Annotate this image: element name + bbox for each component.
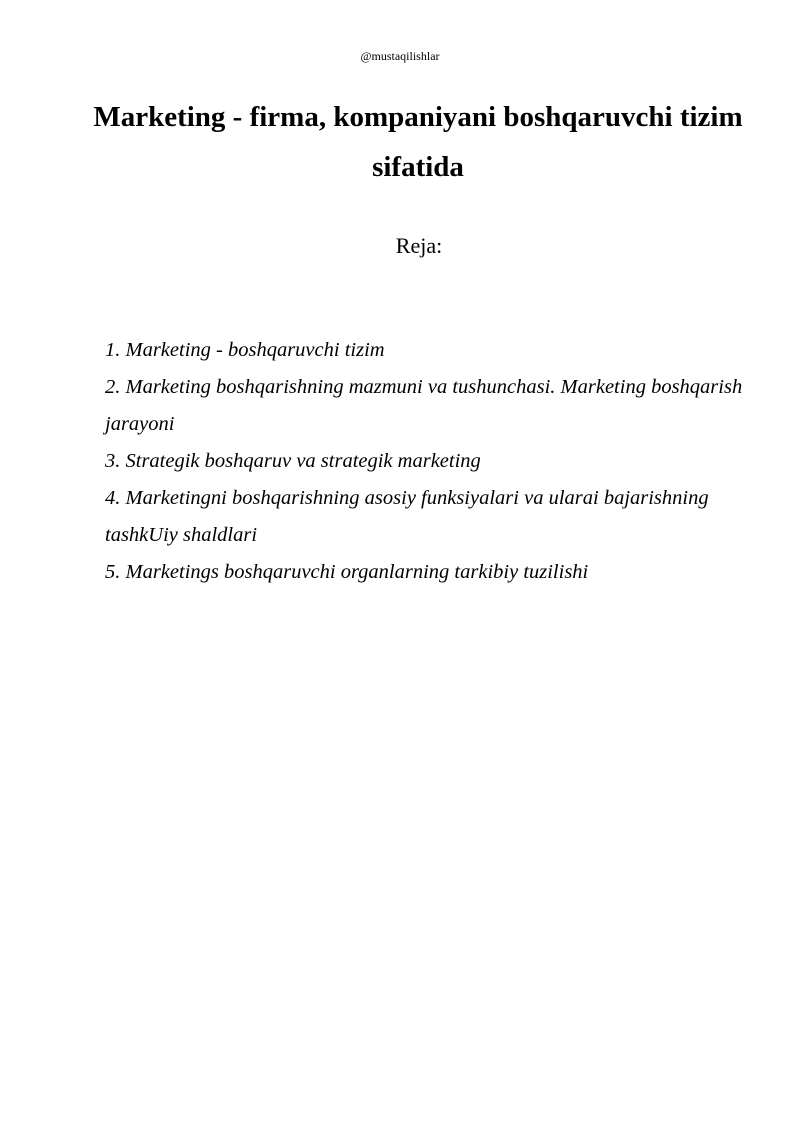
header-tag: @mustaqilishlar [360, 49, 440, 63]
plan-item-3: 3. Strategik boshqaruv va strategik marketing [105, 450, 481, 472]
document-title: Marketing - firma, kompaniyani boshqaruvchi tizim sifatida [93, 101, 743, 183]
plan-item-4: 4. Marketingni boshqarishning asosiy funksiyalari va ularai bajarishning tashkUiy shaldlari [105, 487, 709, 546]
plan-item-1: 1. Marketing - boshqaruvchi tizim [105, 339, 385, 361]
plan-heading: Reja: [395, 233, 443, 258]
plan-item-2: 2. Marketing boshqarishning mazmuni va tushunchasi. Marketing boshqarish jarayoni [105, 376, 743, 435]
plan-list [105, 332, 745, 591]
plan-item-5: 5. Marketings boshqaruvchi organlarning tarkibiy tuzilishi [105, 561, 589, 583]
